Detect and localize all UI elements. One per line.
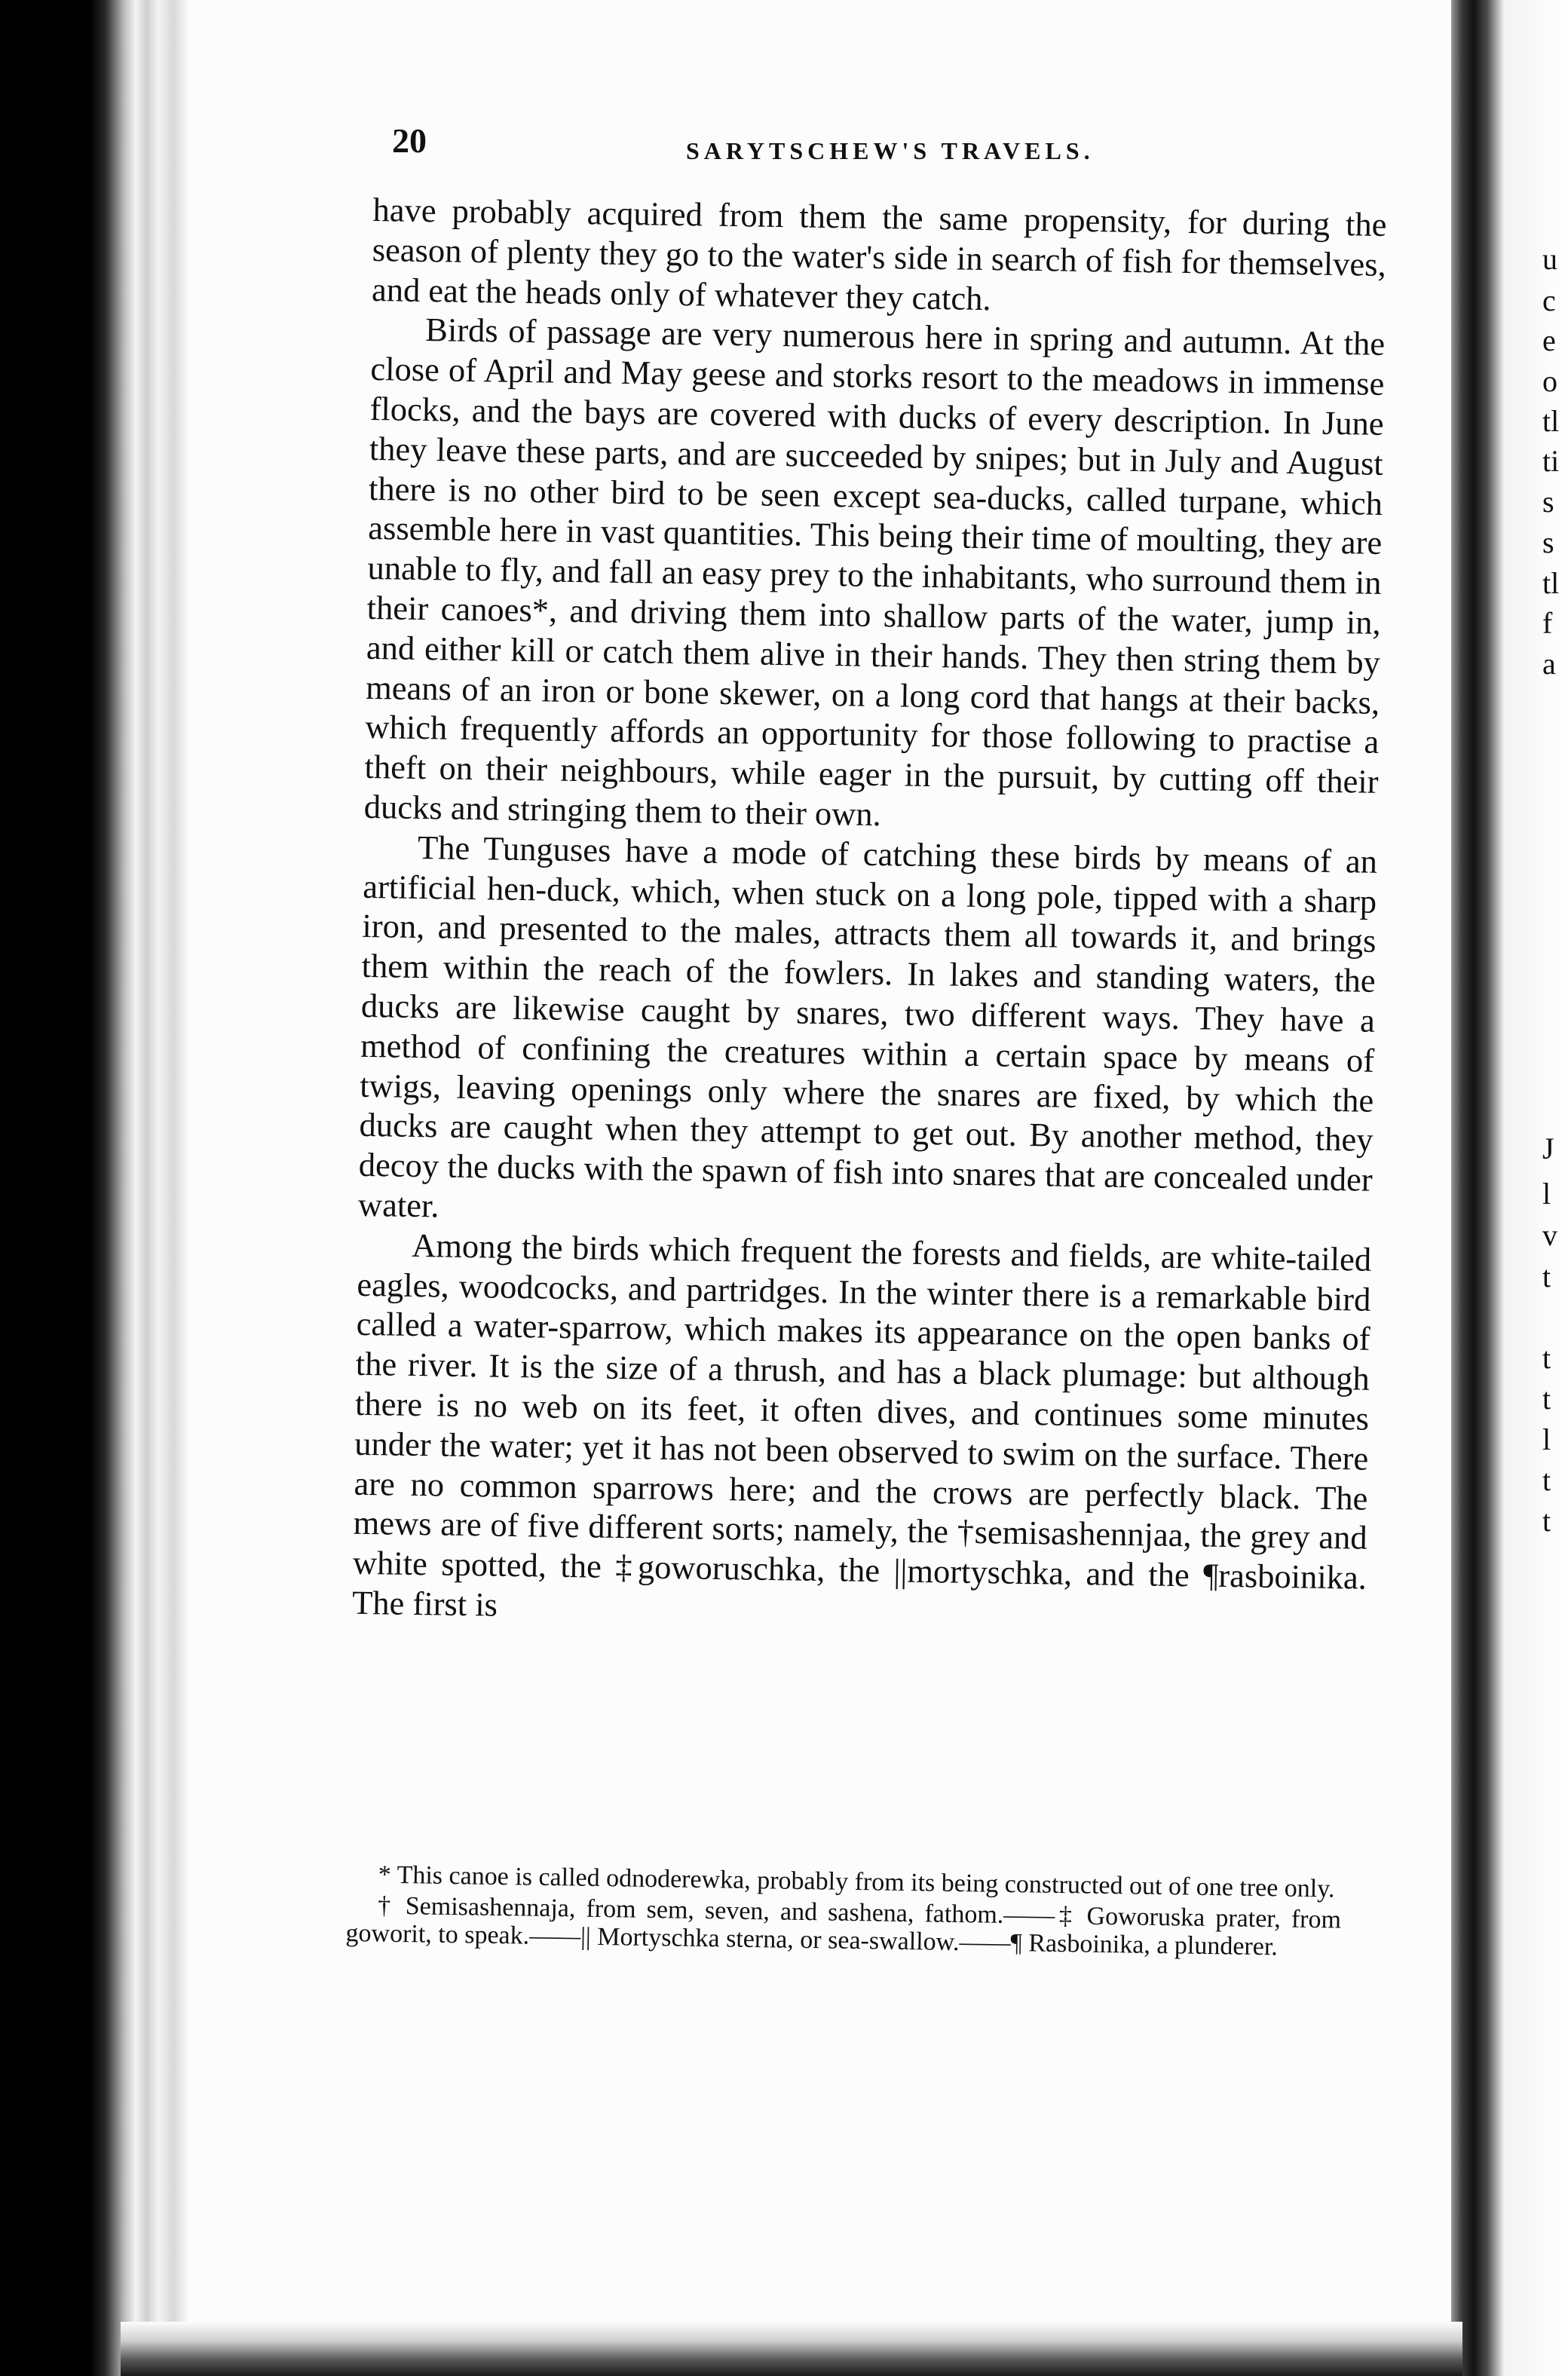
facing-page-fragment: ti bbox=[1542, 444, 1560, 478]
paragraph: Birds of passage are very numerous here in spring and autumn. At the close of April and May geese and storks resort to the meadows in immense flocks, and the bays are covered with ducks of every description. In June they leave these parts, and are succeeded by snipes; but in July and August there is no other bird to be seen except sea-ducks, called turpane, which assemble here in vast quantities. This being their time of moulting, they are unable to fly, and fall an easy prey to the inhabitants, who surround them in their canoes*, and driving them into shallow parts of the water, jump in, and either kill or catch them alive in their hands. They then string them by means of an iron or bone skewer, on a long cord that hangs at their backs, which frequently affords an opportunity for those following to practise a theft on their neighbours, while eager in the pursuit, by cutting off their ducks and stringing them to their own. bbox=[363, 311, 1386, 834]
facing-page-fragment: t bbox=[1542, 1463, 1551, 1497]
facing-page-fragment: s bbox=[1542, 485, 1554, 519]
footnotes bbox=[345, 1860, 1342, 1965]
facing-page-fragment: t bbox=[1542, 1504, 1551, 1538]
footnote: * This canoe is called odnoderewka, probably from its being constructed out of one tree only. bbox=[378, 1860, 1335, 1903]
facing-page-fragment: u bbox=[1542, 242, 1557, 276]
facing-page-fragment: l bbox=[1542, 1422, 1551, 1456]
facing-page-fragment: t bbox=[1542, 1341, 1551, 1375]
paragraph: The Tunguses have a mode of catching these birds by means of an artificial hen-duck, which, when stuck on a long pole, tipped with a sharp iron, and presented to the males, attracts them all towards it, and brings them within the reach of the fowlers. In lakes and standing waters, the ducks are likewise caught by snares, two different ways. They have a method of confining the creatures within a certain space by means of twigs, leaving openings only where the snares are fixed, by which the ducks are caught when they attempt to get out. By another method, they decoy the ducks with the spawn of fish into snares that are concealed under water. bbox=[357, 828, 1378, 1225]
page-number: 20 bbox=[392, 121, 427, 160]
running-title: SARYTSCHEW'S TRAVELS. bbox=[686, 137, 1095, 164]
facing-page-fragment: a bbox=[1542, 647, 1556, 681]
paragraph: have probably acquired from them the same propensity, for during the season of plenty they go to the water's side in search of fish for themselves, and eat the heads only of whatever they catch. bbox=[371, 190, 1387, 317]
facing-page-fragment: J bbox=[1542, 1131, 1554, 1165]
facing-page-edge bbox=[1542, 0, 1568, 2376]
facing-page-fragment: t bbox=[1542, 1382, 1551, 1416]
facing-page-fragment: l bbox=[1542, 1177, 1551, 1211]
facing-page-fragment: t bbox=[1542, 1260, 1551, 1294]
page-header bbox=[392, 121, 1387, 181]
facing-page-fragment: s bbox=[1542, 525, 1554, 559]
facing-page-fragment: tl bbox=[1542, 404, 1560, 438]
body-text bbox=[352, 190, 1387, 1637]
paragraph: Among the birds which frequent the forests and fields, are white-tailed eagles, woodcocks, and partridges. In the winter there is a remarkable bird called a water-sparrow, which makes its appearance on the open banks of the river. It is the size of a thrush, and has a black plumage: but although there is no web on its feet, it often dives, and continues some minutes under the water; yet it has not been observed to swim on the surface. There are no common sparrows here; and the crows are perfectly black. The mews are of five different sorts; namely, the †semisashennjaa, the grey and white spotted, the ‡goworuschka, the ||mortyschka, and the ¶rasboinika. The first is bbox=[351, 1226, 1372, 1624]
facing-page-fragment: o bbox=[1542, 364, 1557, 398]
page-bottom-edge bbox=[121, 2322, 1462, 2376]
facing-page-fragment: f bbox=[1542, 606, 1553, 640]
facing-page-fragment: tl bbox=[1542, 566, 1560, 600]
book-spine-left bbox=[0, 0, 188, 2376]
facing-page-fragment: e bbox=[1542, 323, 1556, 357]
facing-page-fragment: c bbox=[1542, 283, 1556, 317]
facing-page-fragment: v bbox=[1542, 1218, 1557, 1252]
footnote: † Semisashennaja, from sem, seven, and sashena, fathom.——‡ Goworuska prater, from goworit, to speak.——|| Mortyschka sterna, or sea-swallow.——¶ Rasboinika, a plunderer. bbox=[345, 1891, 1342, 1961]
